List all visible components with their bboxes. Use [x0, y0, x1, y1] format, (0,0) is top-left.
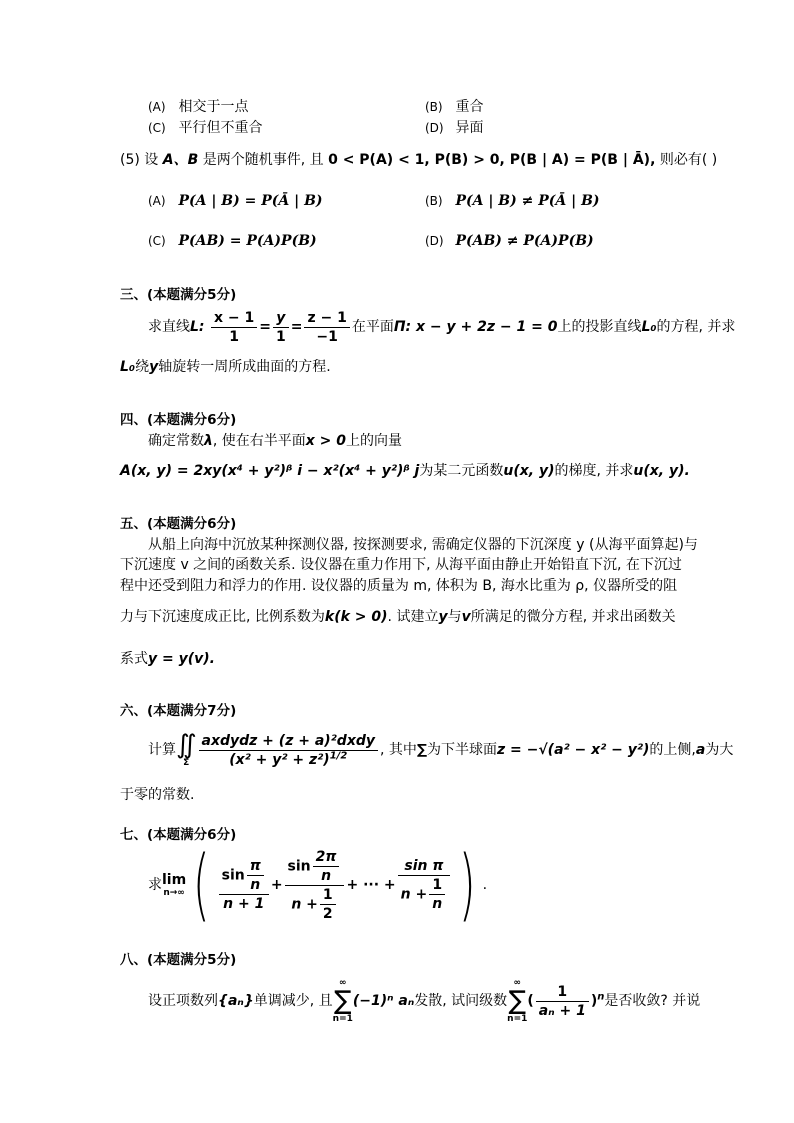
denominator-base: n +: [400, 886, 428, 903]
section-6-line1: [148, 728, 733, 772]
denominator: −1: [316, 328, 338, 345]
numerator: 2π: [313, 848, 340, 867]
denominator: 2: [322, 905, 333, 922]
option-text: 相交于一点: [178, 99, 249, 115]
numerator: 1: [429, 876, 445, 895]
integral-domain: Σ: [183, 758, 190, 768]
term-2: [285, 848, 345, 923]
ellipsis: + ··· +: [346, 877, 396, 893]
text: 计算: [148, 742, 176, 758]
numerator: 1: [320, 886, 336, 905]
option-text: 重合: [455, 99, 484, 115]
q4-option-d: [425, 119, 483, 137]
text: 为大: [705, 742, 734, 758]
section-3-heading: 三、(本题满分5分): [120, 287, 237, 303]
text: 的方程, 并求: [656, 319, 736, 335]
q4-option-c: [148, 119, 262, 137]
limit: [162, 872, 186, 898]
section-4-heading: 四、(本题满分6分): [120, 412, 237, 428]
numerator: [285, 848, 345, 886]
condition: x > 0: [305, 433, 347, 449]
plane-equation: Π: x − y + 2z − 1 = 0: [393, 319, 558, 335]
option-label: (C): [148, 121, 166, 135]
inner-fraction: [313, 848, 340, 885]
period: .: [482, 877, 488, 893]
text: 为某二元函数: [419, 463, 504, 479]
text: 上的向量: [346, 433, 403, 449]
vector-formula: A(x, y) = 2xy(x⁴ + y²)ᵝ i − x²(x⁴ + y²)ᵝ j: [120, 463, 420, 479]
line-name: L:: [190, 319, 205, 335]
fraction-x: [211, 309, 257, 346]
exponent: 1/2: [329, 749, 348, 761]
condition-formula: 0 < P(A) < 1, P(B) > 0, P(B | A) = P(B | Ā),: [328, 152, 656, 168]
q5-option-d: [425, 232, 594, 250]
denominator: n + 1: [223, 896, 265, 912]
sum-lower: n=1: [507, 1014, 528, 1024]
line-l0: L₀: [641, 319, 657, 335]
line-l0: L₀: [120, 359, 136, 375]
lim-sub: n→∞: [163, 888, 185, 898]
numerator: [219, 857, 269, 895]
numerator: x − 1: [211, 309, 257, 328]
var-y: y: [438, 609, 448, 625]
sum-upper: ∞: [339, 978, 347, 988]
section-6-line2: 于零的常数.: [120, 787, 195, 803]
series-fraction: [536, 983, 589, 1020]
sum-1: ∞ ∑ n=1: [332, 978, 353, 1024]
series-term: (−1)ⁿ aₙ: [352, 993, 415, 1009]
option-label: (C): [148, 234, 166, 248]
equals: =: [290, 319, 303, 335]
sum-upper: ∞: [513, 978, 522, 988]
question-number: (5): [120, 152, 140, 168]
sin: sin: [287, 858, 311, 874]
numerator: 1: [536, 983, 589, 1002]
text: 轴旋转一周所成曲面的方程.: [158, 359, 331, 375]
q5-option-c: [148, 232, 317, 250]
option-formula: P(AB) = P(A)P(B): [178, 233, 317, 249]
sigma: ∑: [416, 742, 427, 758]
text: 为下半球面: [426, 742, 497, 758]
sum-2: ∞ ∑ n=1: [507, 978, 528, 1024]
option-text: 异面: [455, 120, 484, 136]
function-u: u(x, y).: [633, 463, 690, 479]
lambda: λ: [204, 433, 213, 449]
integral-sign: ∬: [176, 730, 197, 760]
text: 系式: [120, 651, 148, 667]
option-label: (B): [425, 100, 443, 114]
section-5-heading: 五、(本题满分6分): [120, 516, 237, 532]
denominator-base: (x² + y² + z²): [229, 751, 330, 768]
text: 与: [447, 609, 462, 625]
text: 是否收敛? 并说: [604, 993, 701, 1009]
denominator: 1: [275, 328, 286, 345]
section-4-line2: [120, 462, 690, 480]
double-integral: [176, 732, 197, 768]
event-vars: A、B: [162, 152, 199, 168]
section-3-line2: [120, 358, 331, 376]
var-a: a: [695, 742, 706, 758]
section-5-line5: [120, 650, 215, 668]
sum-lower: n=1: [332, 1014, 353, 1024]
option-label: (D): [425, 234, 444, 248]
stem-text: 是两个随机事件, 且: [202, 152, 324, 168]
numerator: axdydz + (z + a)²dxdy: [199, 732, 378, 751]
text: 求: [148, 877, 162, 893]
q5-option-a: [148, 192, 323, 210]
text: 发散, 试问级数: [414, 993, 508, 1009]
section-7-heading: 七、(本题满分6分): [120, 827, 237, 843]
plus: +: [270, 877, 283, 893]
section-8-heading: 八、(本题满分5分): [120, 952, 237, 968]
numerator: sin π: [398, 857, 451, 876]
denominator: n: [321, 867, 332, 884]
text: 的上侧,: [649, 742, 696, 758]
option-formula: P(A | B) ≠ P(Ā | B): [455, 193, 600, 209]
option-label: (D): [425, 121, 444, 135]
q4-option-b: [425, 98, 483, 116]
numerator: y: [273, 309, 289, 328]
text: 设正项数列: [148, 993, 218, 1009]
surface-equation: z = −√(a² − x² − y²): [496, 742, 650, 758]
numerator: z − 1: [304, 309, 349, 328]
sequence: {aₙ}: [218, 993, 254, 1009]
section-8-line1: 设正项数列{aₙ}单调减少, 且 ∞ ∑ n=1 (−1)ⁿ aₙ发散, 试问级数 ∞ ∑ n=1 ( $\frac{1}{\text{aₙ + 1}}$ )$^n$是否收敛? 并说: [148, 978, 701, 1024]
denominator: n: [432, 896, 443, 912]
q5-option-b: [425, 192, 600, 210]
section-7-line1: [148, 840, 487, 930]
text: 力与下沉速度成正比, 比例系数为: [120, 609, 325, 625]
text: 上的投影直线: [557, 319, 642, 335]
denominator: 1: [229, 328, 239, 345]
denominator: n: [250, 877, 261, 893]
text: 求直线: [148, 319, 190, 335]
coefficient: k(k > 0): [324, 609, 388, 625]
text: . 试建立: [387, 609, 439, 625]
q5-stem: [120, 151, 717, 169]
text: 的梯度, 并求: [554, 463, 634, 479]
denominator: [199, 751, 378, 769]
section-4-line1: [148, 432, 402, 450]
text: 单调减少, 且: [253, 993, 333, 1009]
fraction-y: [273, 309, 289, 346]
section-5-line3: 程中还受到阻力和浮力的作用. 设仪器的质量为 m, 体积为 B, 海水比重为 ρ, 仪器所受的阻: [120, 578, 678, 594]
option-formula: P(AB) ≠ P(A)P(B): [455, 233, 594, 249]
denominator-base: n +: [291, 896, 318, 912]
text: , 其中: [380, 742, 417, 758]
option-label: (A): [148, 100, 166, 114]
numerator: π: [247, 857, 264, 876]
stem-text: 则必有( ): [659, 152, 718, 168]
section-5-line4: [120, 608, 676, 626]
relation: y = y(v).: [148, 651, 215, 667]
integrand: [199, 732, 378, 769]
text: 绕: [135, 359, 150, 375]
text: 在平面: [351, 319, 394, 335]
option-formula: P(A | B) = P(Ā | B): [178, 193, 323, 209]
equals: =: [259, 319, 271, 335]
axis-var: y: [149, 359, 159, 375]
section-5-line1: 从船上向海中沉放某种探测仪器, 按探测要求, 需确定仪器的下沉深度 y (从海平面算起)与: [148, 537, 698, 553]
term-3: [398, 857, 451, 913]
left-paren: (: [193, 840, 210, 930]
fraction-z: [304, 309, 349, 346]
inner-fraction: [320, 886, 336, 923]
section-5-line2: 下沉速度 v 之间的函数关系. 设仪器在重力作用下, 从海平面由静止开始铅直下沉, 在下沉过: [120, 557, 682, 573]
option-label: (B): [425, 194, 443, 208]
var-v: v: [461, 609, 471, 625]
term-1: [219, 857, 269, 913]
exponent: n: [597, 991, 605, 1003]
function-u: u(x, y): [503, 463, 555, 479]
text: 所满足的微分方程, 并求出函数关: [470, 609, 676, 625]
option-label: (A): [148, 194, 166, 208]
section-6-heading: 六、(本题满分7分): [120, 703, 237, 719]
inner-fraction: [247, 857, 264, 894]
denominator: [398, 876, 451, 913]
text: 确定常数: [148, 433, 204, 449]
inner-fraction: [429, 876, 445, 913]
lim-text: lim: [162, 872, 187, 888]
q4-option-a: [148, 98, 248, 116]
section-3-line1: [148, 308, 735, 346]
text: , 使在右半平面: [212, 433, 306, 449]
stem-text: 设: [144, 152, 159, 168]
sin: sin: [221, 867, 245, 884]
option-text: 平行但不重合: [178, 120, 263, 136]
denominator: aₙ + 1: [538, 1002, 586, 1019]
right-paren: ): [459, 840, 476, 930]
denominator: [285, 886, 345, 923]
